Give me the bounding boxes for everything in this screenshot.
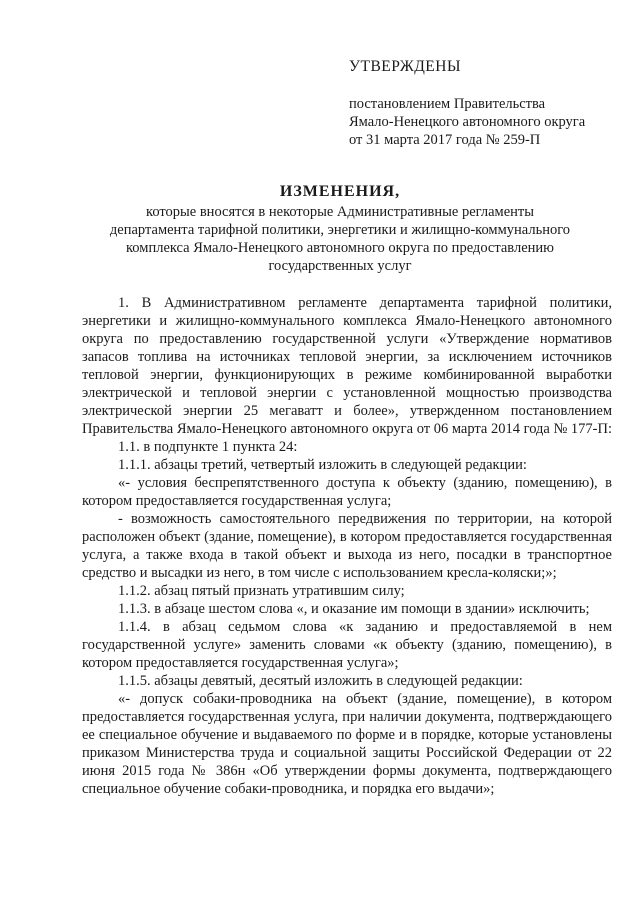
approval-heading: УТВЕРЖДЕНЫ: [349, 58, 461, 75]
title-line: департамента тарифной политики, энергетики и жилищно-коммунального: [109, 222, 571, 238]
approval-block: [349, 58, 629, 149]
paragraph-1-1: 1.1. в подпункте 1 пункта 24:: [118, 439, 298, 455]
document-title-block: [80, 183, 600, 275]
paragraph-1-1-2: 1.1.2. абзац пятый признать утратившим силу;: [118, 583, 405, 599]
paragraph-1-1-3: 1.1.3. в абзаце шестом слова «, и оказание им помощи в здании» исключить;: [118, 601, 590, 617]
paragraph-1-1-1: 1.1.1. абзацы третий, четвертый изложить в следующей редакции:: [118, 457, 527, 473]
title-line: которые вносятся в некоторые Административные регламенты: [146, 204, 534, 220]
document-body: [82, 294, 612, 798]
quoted-paragraph: - возможность самостоятельного передвижения по территории, на которой расположен объект (здание, помещение), в котором предоставляется государственная услуга, а также входа в такой объект и выхода из него, посадки в транспортное средство и высадки из него, в том числе с использованием кресла-коляски;»;: [82, 511, 612, 581]
approval-line: постановлением Правительства: [349, 96, 546, 112]
quoted-paragraph: «- условия беспрепятственного доступа к объекту (зданию, помещению), в котором предоставляется государственная услуга;: [82, 475, 612, 509]
paragraph-1-1-5: 1.1.5. абзацы девятый, десятый изложить в следующей редакции:: [118, 673, 523, 689]
title-line: государственных услуг: [268, 258, 412, 274]
paragraph-1: 1. В Административном регламенте департамента тарифной политики, энергетики и жилищно-коммунального комплекса Ямало-Ненецкого автономного округа по предоставлению государственной услуги «Утверждение нормативов запасов топлива на источниках тепловой энергии, за исключением источников тепловой энергии, функционирующих в режиме комбинированной выработки электрической и тепловой энергии с установленной мощностью производства электрической энергии 25 мегаватт и более», утвержденном постановлением Правительства Ямало-Ненецкого автономного округа от 06 марта 2014 года № 177-П:: [82, 295, 613, 437]
document-title: ИЗМЕНЕНИЯ,: [279, 183, 401, 200]
title-line: комплекса Ямало-Ненецкого автономного округа по предоставлению: [125, 240, 554, 256]
approval-line: Ямало-Ненецкого автономного округа: [349, 114, 586, 130]
paragraph-1-1-4: 1.1.4. в абзац седьмом слова «к заданию и предоставляемой в нем государственной услуге» заменить словами «к объекту (зданию, помещению), в котором предоставляется государственная услуга»;: [82, 619, 612, 671]
quoted-paragraph: «- допуск собаки-проводника на объект (здание, помещение), в котором предоставляется государственная услуга, при наличии документа, подтверждающего ее специальное обучение и выдаваемого по форме и в порядке, которые установлены приказом Министерства труда и социальной защиты Российской Федерации от 22 июня 2015 года № 386н «Об утверждении формы документа, подтверждающего специальное обучение собаки-проводника, и порядка его выдачи»;: [82, 691, 612, 797]
approval-line: от 31 марта 2017 года № 259-П: [349, 132, 541, 148]
